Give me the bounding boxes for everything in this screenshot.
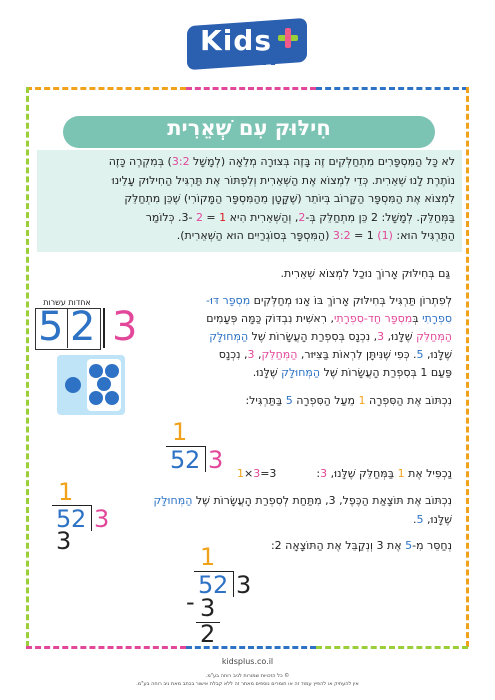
step3-text: נִכְתּוֹב אֶת תּוֹצָאַת הַכֶּפֶל, 3, מִתַּחַת לְסִפְרַת הָעֲשָׂרוֹת שֶׁל הַמְּחוּלָּק שֶׁלָּנוּ, 5. [153,494,452,526]
explanation-paragraph: לְפִתְרוֹן תַּרְגִּיל בְּחִילּוּק אָרוֹךְ בּוֹ אָנוּ מְחַלְּקִים מִסְפָּר דּוּ- סִפְרָתִי בְּמִסְפָּר חַד-סִפְרָתִי, רִאשִׁית נִבְדּוֹק כַּמָּה פְּעָמִים הַמְּחַלֵּק שֶׁלָּנוּ, 3, נִכְנָס בְּסִפְרַת הָעֲשָׂרוֹת שֶׁל הַמְּחוּלָּק שֶׁלָּנוּ, 5. כְּפִי שֶׁנִּיתָּן לִרְאוֹת בַּצִּיּוּר, הַמְּחַלֵּק, 3, נִכְנָס פַּעַם 1 בְּסִפְרַת הָעֲשָׂרוֹת שֶׁל הַמְּחוּלָּק שֶׁלָּנוּ. [206,294,452,379]
step2-text: נַכְפִּיל אֶת 1 בַּמְּחַלֵּק שֶׁלָּנוּ, 3: [316,467,452,480]
box-units-digit: 2 [70,304,96,350]
frame-left [26,87,29,647]
work2-bracket-side [91,505,92,531]
frame-bottom-left [26,646,186,649]
work3-divisor: 3 [236,571,252,599]
work1-dividend-units: 2 [185,446,201,474]
frame-top-right [316,87,468,90]
work2-quotient: 1 [58,478,74,506]
work1-dividend-tens: 5 [170,446,186,474]
box-divisor-digit: 3 [112,304,138,350]
division-bar [103,308,105,348]
dot-icon [65,377,81,393]
footer-notice: אין להעתיק או להפיץ עמוד זה או חומרים נוספים מאתר זה ללא קבלת אישור בכתב מאת ניב רוחה בע"מ. [136,681,359,687]
logo-plus-icon [278,28,298,48]
work1-divisor: 3 [208,446,224,474]
dot-icon [89,364,103,378]
frame-top-mid [186,87,316,90]
dot-icon [105,391,119,405]
dots-card [57,355,125,415]
logo-subtitle: ניב רוחה [224,54,277,69]
step4-text: נְחַסֵּר מִ-5 אֶת 3 וְנְקַבֵּל אֶת הַתּוֹצָאָה 2: [270,539,452,552]
work3-quotient: 1 [200,543,216,571]
long-division-intro: גַּם בְּחִילּוּק אָרוֹךְ נוּכַל לִמְצוֹא שְׁאֵרִית. [280,267,450,280]
frame-bottom-right [316,646,468,649]
dot-icon [89,391,103,405]
work2-dividend-tens: 5 [56,505,72,533]
box-tens-digit: 5 [38,304,64,350]
place-value-labels: אחדות עשרות [43,298,91,307]
work1-quotient: 1 [172,418,188,446]
work2-divisor: 3 [94,505,110,533]
dot-icon [105,364,119,378]
step2-equation: 1×3=3 [237,467,277,480]
dots-group [87,359,121,411]
logo-text: Kids [200,24,273,57]
dot-icon [97,377,111,391]
work3-minus: - [186,588,195,616]
frame-top-left [26,87,186,90]
work3-dividend-tens: 5 [198,571,214,599]
intro-text: לא כָּל הַמִּסְפָּרִים מִתְחַלְּקִים זֶה בָּזֶה בְּצוּרָה מְלֵאָה (לְמָשָׁל 3:2) בְּמִקְרֶה כָּזֶה נוֹתֶרֶת לָנוּ שְׁאֵרִית. כְּדֵי לִמְצוֹא אֶת הַשְּׁאֵרִית וְלִפְתּוֹר אֶת תַּרְגִּיל הַחִילּוּק עָלֵינוּ לִמְצוֹא אֶת הַמִּסְפָּר הַקָּרוֹב בְּיוֹתֵר (שֶׁקָּטָן מֵהַמִּסְפָּר הַמָּקוֹרִי) שֶׁכֵּן מִתְחַלֵּק בַּמְּחַלֵּק. לְמָשָׁל: 2 כֵּן מִתְחַלֵּק בְּ-2, וְהַשְּׁאֵרִית הִיא 1 = 2 -3. כְּלוֹמַר הַתַּרְגִּיל הוּא: (1) 1 = 3:2 (הַמִּסְפָּר בְּסוֹגְרַיִים הוּא הַשְּׁאֵרִית). [108,155,455,242]
place-divider [67,308,68,348]
work2-dividend-units: 2 [71,505,87,533]
page-title: חִילּוּק עִם שְׁאֵרִית [167,116,331,140]
work3-remainder: 2 [200,620,216,648]
work3-product: 3 [200,594,216,622]
frame-right [466,87,469,647]
footer-url[interactable]: kidsplus.co.il [221,657,274,666]
work2-product: 3 [56,527,72,555]
work3-bracket-side [233,571,234,597]
work3-dividend-units: 2 [213,571,229,599]
step1-text: נִכְתּוֹב אֶת הַסִּפְרָה 1 מֵעַל הַסִּפְרָה 5 בַּתַּרְגִּיל: [245,394,452,407]
footer-copyright: © כל הזכויות שמורות לניב רוחה בע"מ. [205,673,290,679]
